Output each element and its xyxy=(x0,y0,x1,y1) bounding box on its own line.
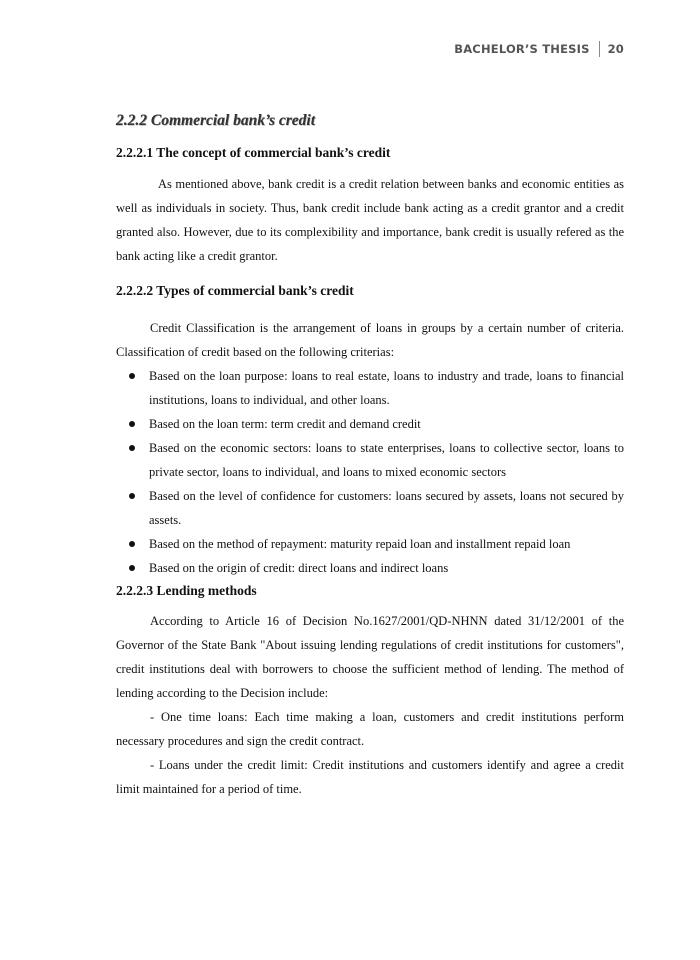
credit-limit-loans-paragraph: - Loans under the credit limit: Credit institutions and customers identify and agree a credit limit maintained for a period of time. xyxy=(116,758,624,796)
bullet-icon xyxy=(129,541,135,547)
list-item-text: Based on the level of confidence for customers: loans secured by assets, loans not secured by assets. xyxy=(149,489,624,527)
one-time-loans-paragraph: - One time loans: Each time making a loan, customers and credit institutions perform necessary procedures and sign the credit contract. xyxy=(116,710,624,748)
list-item xyxy=(116,484,624,532)
section-title: 2.2.2 Commercial bank’s credit xyxy=(116,112,316,129)
list-item xyxy=(116,532,624,556)
types-intro-paragraph: Credit Classification is the arrangement of loans in groups by a certain number of criteria. Classification of credit based on the following criterias: xyxy=(116,321,624,359)
header-title: BACHELOR’S THESIS xyxy=(454,42,590,56)
bullet-icon xyxy=(129,565,135,571)
list-item xyxy=(116,412,624,436)
list-item-text: Based on the economic sectors: loans to state enterprises, loans to collective sector, loans to private sector, loans to individual, and loans to mixed economic sectors xyxy=(149,441,624,479)
list-item xyxy=(116,556,624,580)
list-item-text: Based on the loan term: term credit and demand credit xyxy=(149,417,421,431)
page-number: 20 xyxy=(607,42,624,56)
list-item xyxy=(116,364,624,412)
lending-paragraph: According to Article 16 of Decision No.1627/2001/QD-NHNN dated 31/12/2001 of the Governor of the State Bank "About issuing lending regulations of credit institutions for customers", credit institutions deal with borrowers to choose the sufficient method of lending. The method of lending according to the Decision include: xyxy=(116,614,624,700)
subsection-heading-types: 2.2.2.2 Types of commercial bank’s credit xyxy=(116,283,354,298)
list-item xyxy=(116,436,624,484)
credit-types-list xyxy=(116,364,624,580)
page-header xyxy=(454,41,624,57)
list-item-text: Based on the method of repayment: maturity repaid loan and installment repaid loan xyxy=(149,537,571,551)
subsection-heading-concept: 2.2.2.1 The concept of commercial bank’s credit xyxy=(116,145,391,160)
document-body xyxy=(116,112,624,801)
list-item-text: Based on the loan purpose: loans to real estate, loans to industry and trade, loans to financial institutions, loans to individual, and other loans. xyxy=(149,369,624,407)
header-divider xyxy=(599,41,600,57)
bullet-icon xyxy=(129,421,135,427)
subsection-heading-lending: 2.2.2.3 Lending methods xyxy=(116,583,257,598)
bullet-icon xyxy=(129,445,135,451)
bullet-icon xyxy=(129,373,135,379)
concept-paragraph: As mentioned above, bank credit is a credit relation between banks and economic entities as well as individuals in society. Thus, bank credit include bank acting as a credit grantor and a credit granted also. However, due to its complexibility and importance, bank credit is usually refered as the bank acting like a credit grantor. xyxy=(116,177,624,263)
bullet-icon xyxy=(129,493,135,499)
list-item-text: Based on the origin of credit: direct loans and indirect loans xyxy=(149,561,449,575)
